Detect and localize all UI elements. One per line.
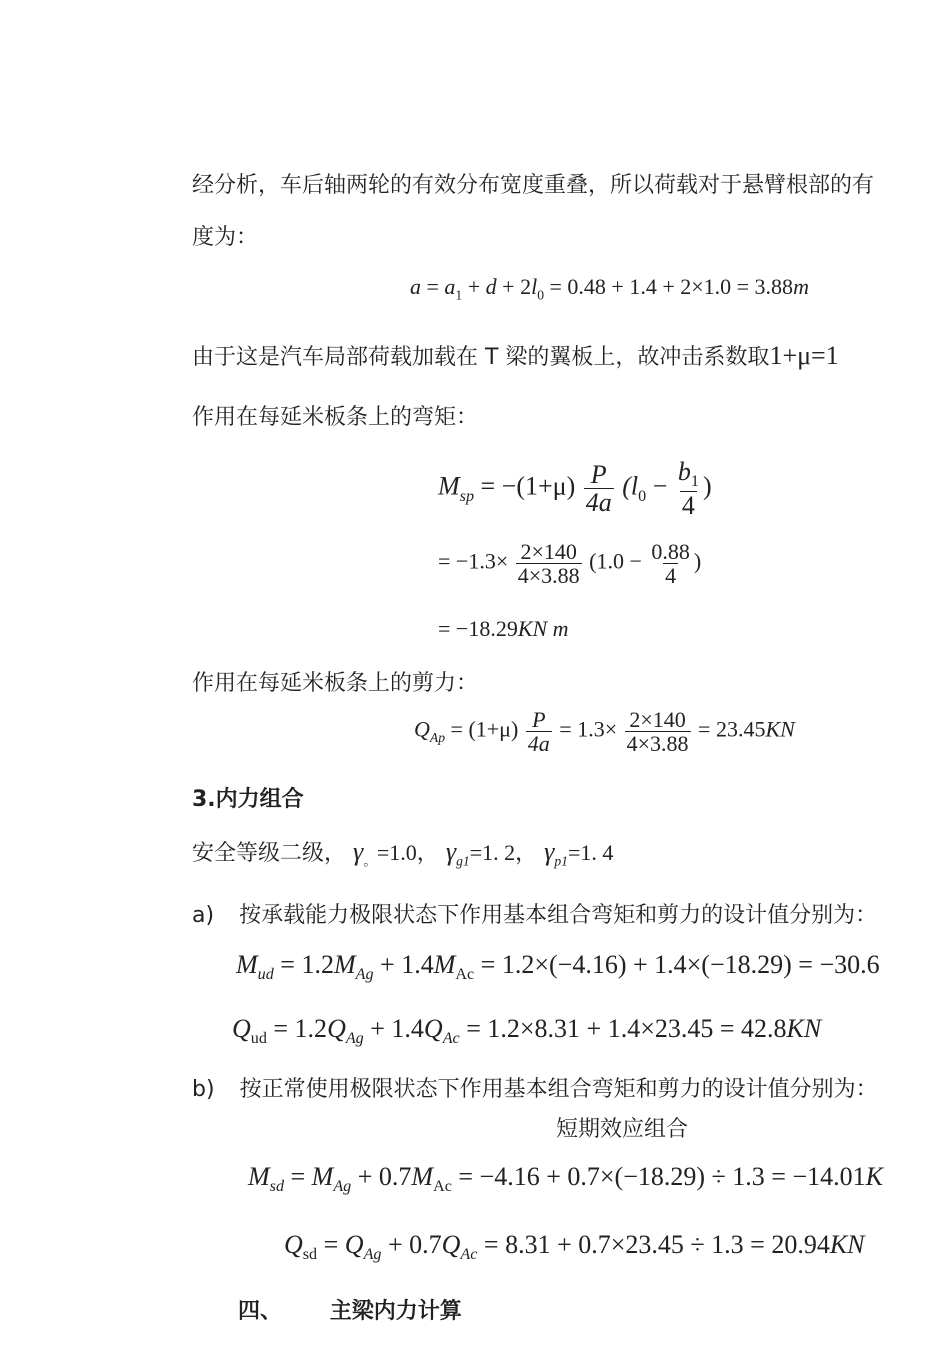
paragraph-safety-factors: 安全等级二级， $\gamma_。=1.0$， $\gamma_{g1}=1$. 2， $\gamma_{p1}=1$. 4 [192,837,614,869]
paragraph-effective-width-line1: 经分析，车后轴两轮的有效分布宽度重叠，所以荷载对于悬臂根部的有 [192,173,875,198]
equation-msp-result: = −18.29KN m [438,616,569,641]
impact-value: 1+μ=1 [769,341,839,370]
equation-qsd: $Q_{sd} = Q_{Ag} + 0.7Q_{Ac} = 8.31 + 0.7\times 23.45 \div 1.3 = 20.94KN$ [284,1230,865,1264]
equation-effective-width: $a = a_1 + d + 2l_0 = 0.48 + 1.4 + 2\times 1.0 = 3.88m$ [410,274,809,303]
equation-msd: $M_{sd} = M_{Ag} + 0.7M_{Ac} = -4.16 + 0.7\times(-18.29) \div 1.3 = -14.01K$ [248,1162,883,1196]
list-item-b-text: 按正常使用极限状态下作用基本组合弯矩和剪力的设计值分别为： [239,1077,878,1102]
unit-meter: m [793,274,809,299]
equation-msp-line1: $M_{sp} = -(1+\mu)$ $\frac{P}{4a}$ ($l_0$ − $\frac{b_1}{4}$ ) [438,457,712,521]
impact-text: 由于这是汽车局部荷载加载在 T 梁的翼板上，故冲击系数取 [192,345,770,370]
equation-qap: $Q_{Ap} = (1+\mu)$ $\frac{P}{4a}$ = 1.3× $\frac{2\times 140}{4\times 3.88}$ = 23.45KN [414,707,795,757]
paragraph-effective-width-line2: 度为： [192,225,259,250]
section-heading-internal-force-combination: 3.内力组合 [192,787,304,812]
equation-msp-line2: = −1.3× $\frac{2\times 140}{4\times 3.88}$ (1.0 − $\frac{0.88}{4}$ ) [438,539,702,589]
paragraph-impact-factor [192,340,839,371]
section-heading-main-beam [238,1294,462,1325]
list-item-a-label: a) [192,903,215,928]
paragraph-shear-intro: 作用在每延米板条上的剪力： [192,671,479,696]
paragraph-moment-intro: 作用在每延米板条上的弯矩： [192,405,479,430]
subtitle-short-term-combination: 短期效应组合 [556,1117,689,1142]
section-heading-title: 主梁内力计算 [329,1299,462,1324]
equation-effective-width-rhs: = 0.48 + 1.4 + 2×1.0 = 3.88 [549,274,794,299]
list-item-b [192,1072,878,1103]
list-item-b-label: b) [192,1077,215,1102]
equation-mud: $M_{ud} = 1.2M_{Ag} + 1.4M_{Ac} = 1.2\times(-4.16) + 1.4\times(-18.29) = -30.6$ [236,950,880,984]
equation-qud: $Q_{ud} = 1.2Q_{Ag} + 1.4Q_{Ac} = 1.2\times 8.31 + 1.4\times 23.45 = 42.8KN$ [232,1014,822,1048]
section-heading-number: 四、 [238,1299,283,1324]
list-item-a [192,898,877,929]
list-item-a-text: 按承载能力极限状态下作用基本组合弯矩和剪力的设计值分别为： [239,903,878,928]
